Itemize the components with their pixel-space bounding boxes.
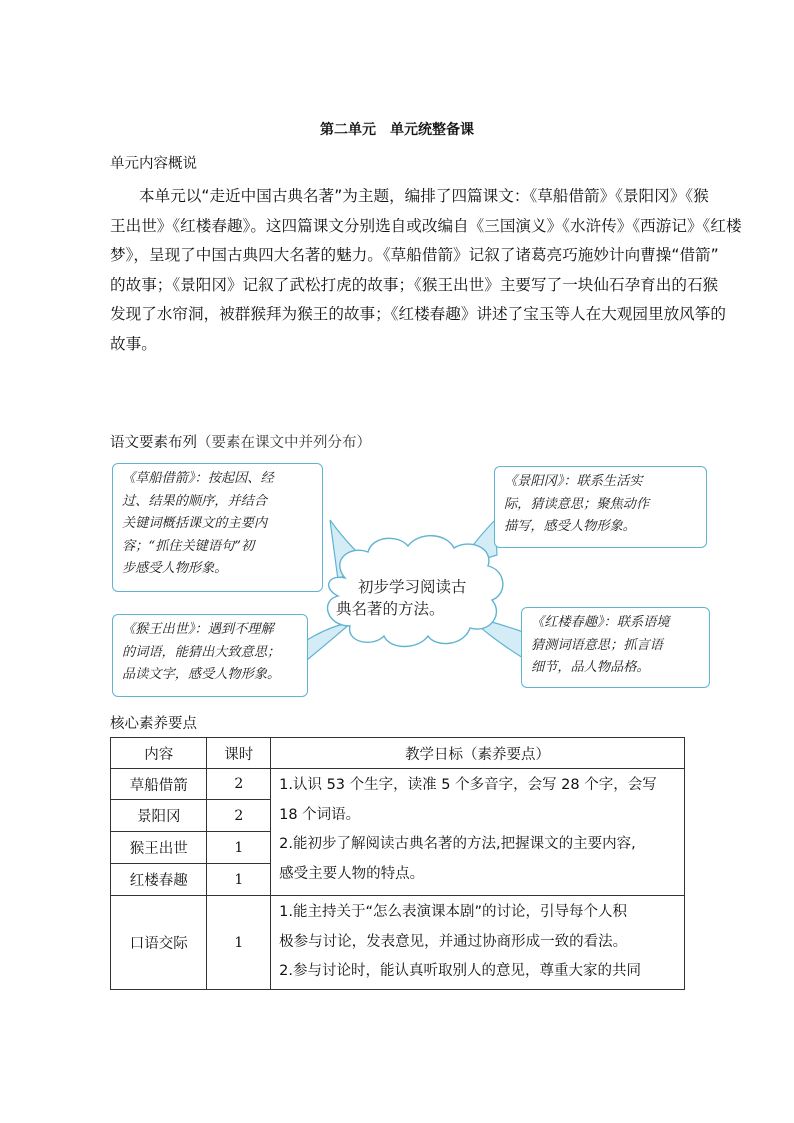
diagram-box-line: 的词语，能猜出大致意思； xyxy=(122,644,281,660)
diagram-center-text xyxy=(336,576,467,620)
diagram-box-top-right xyxy=(494,466,707,548)
diagram-ray-bottom-left xyxy=(307,622,352,660)
diagram-box-line: 过、结果的顺序，并结合 xyxy=(122,493,268,509)
goal-line: 2.能初步了解阅读古典名著的方法,把握课文的主要内容, xyxy=(279,836,636,852)
row-content: 景阳冈 xyxy=(111,800,207,832)
overview-line: 故事。 xyxy=(110,334,157,353)
diagram-center-line: 典名著的方法。 xyxy=(336,600,445,618)
overview-line: 王出世》《红楼春趣》。这四篇课文分别选自或改编自《三国演义》《水浒传》《西游记》《红楼 xyxy=(110,216,742,235)
diagram-box-line: 猜测词语意思；抓言语 xyxy=(531,637,663,653)
row-hours: 2 xyxy=(207,769,271,800)
goal-line: 1.能主持关于“怎么表演课本剧”的讨论，引导每个人积 xyxy=(279,904,627,920)
header-content: 内容 xyxy=(111,738,207,769)
diagram-box-line: 《红楼春趣》：联系语境 xyxy=(531,615,670,630)
overview-heading: 单元内容概说 xyxy=(110,156,197,172)
overview-line: 本单元以“走近中国古典名著”为主题，编排了四篇课文：《草船借箭》《景阳冈》《猴 xyxy=(139,187,709,205)
row-hours: 2 xyxy=(207,800,271,832)
diagram-box-line: 关键词概括课文的主要内 xyxy=(122,516,268,531)
goal-line: 1.认识 53 个生字，读准 5 个多音字，会写 28 个字，会写 xyxy=(279,777,657,793)
row-content: 猴王出世 xyxy=(111,832,207,864)
diagram-center-line: 初步学习阅读古 xyxy=(358,578,467,596)
diagram-box-top-left xyxy=(112,463,323,592)
overview-line: 发现了水帘洞，被群猴拜为猴王的故事；《红楼春趣》讲述了宝玉等人在大观园里放风筝的 xyxy=(110,305,726,324)
header-goal: 教学日标（素养要点） xyxy=(271,738,685,769)
diagram-box-bottom-right xyxy=(521,607,710,688)
table-row xyxy=(111,769,685,800)
overview-line: 的故事；《景阳冈》记叙了武松打虎的故事；《猴王出世》主要写了一块仙石孕育出的石猴 xyxy=(110,275,719,294)
core-table-header-row xyxy=(111,738,685,769)
diagram-box-line: 《猴王出世》：遇到不理解 xyxy=(122,622,274,637)
core-heading: 核心素养要点 xyxy=(110,716,197,732)
row-content: 草船借箭 xyxy=(111,769,207,800)
overview-line: 梦》，呈现了中国古典四大名著的魅力。《草船借箭》记叙了诸葛亮巧施妙计向曹操“借箭” xyxy=(110,246,719,265)
elements-heading-title: 语文要素布列 xyxy=(110,435,197,451)
goal-line: 感受主要人物的特点。 xyxy=(279,865,425,882)
diagram-box-line: 步感受人物形象。 xyxy=(122,561,228,576)
row-goal xyxy=(271,769,685,896)
diagram-box-line: 细节，品人物品格。 xyxy=(531,660,650,675)
page-title: 第二单元 单元统整备课 xyxy=(320,122,474,138)
diagram-box-line: 际，猜读意思；聚焦动作 xyxy=(504,496,650,512)
diagram-box-bottom-left xyxy=(112,614,308,697)
row-hours: 1 xyxy=(207,864,271,896)
table-row xyxy=(111,896,685,990)
row-content: 口语交际 xyxy=(111,896,207,990)
core-table xyxy=(110,737,685,990)
diagram-box-line: 《景阳冈》：联系生活实 xyxy=(504,474,643,489)
elements-heading-note: （要素在课文中并列分布） xyxy=(197,435,371,451)
row-hours: 1 xyxy=(207,896,271,990)
goal-line: 极参与讨论，发表意见，并通过协商形成一致的看法。 xyxy=(279,933,628,950)
diagram-box-line: 容；“抓住关键语句”初 xyxy=(122,538,255,554)
header-hours: 课时 xyxy=(207,738,271,769)
diagram-box-line: 品读文字，感受人物形象。 xyxy=(122,667,281,682)
row-goal xyxy=(271,896,685,990)
diagram-box-line: 描写，感受人物形象。 xyxy=(504,519,636,534)
row-hours: 1 xyxy=(207,832,271,864)
row-content: 红楼春趣 xyxy=(111,864,207,896)
goal-line: 2.参与讨论时，能认真听取别人的意见，尊重大家的共同 xyxy=(279,963,641,979)
goal-line: 18 个词语。 xyxy=(279,806,361,823)
diagram-box-line: 《草船借箭》：按起因、经 xyxy=(122,471,274,486)
